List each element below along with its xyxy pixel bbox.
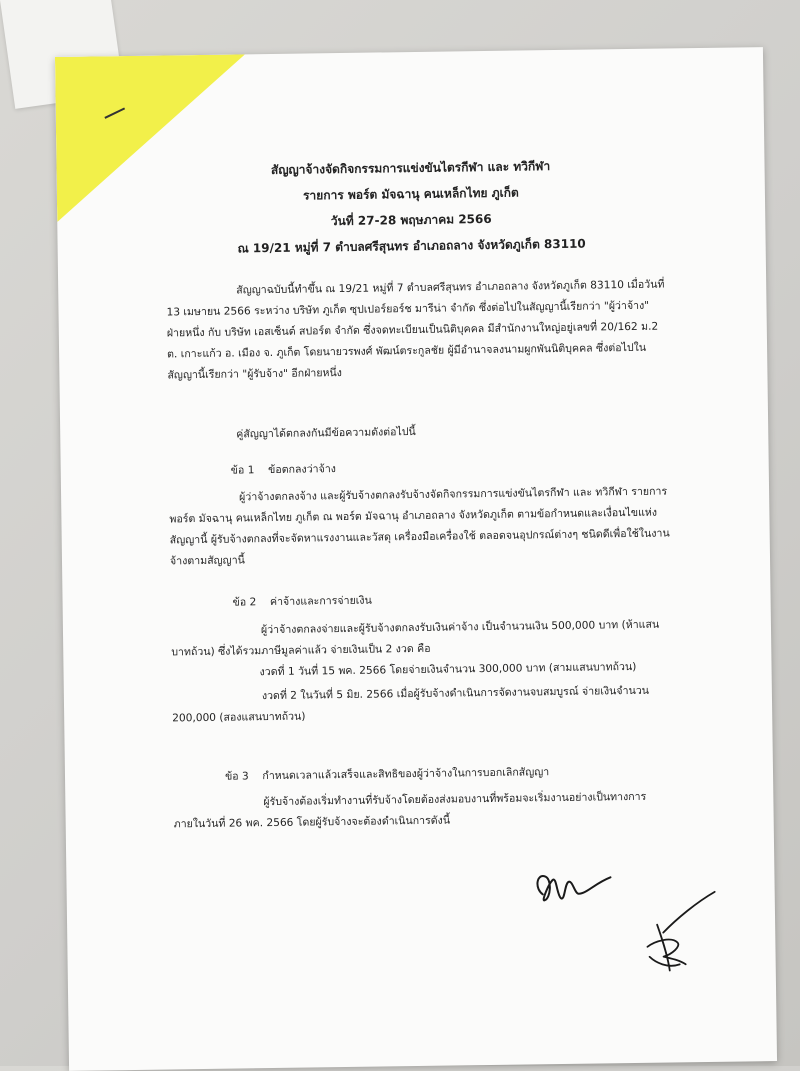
signature-2 <box>627 884 723 980</box>
contract-title: สัญญาจ้างจัดกิจกรรมการแข่งขันไตรกีฬา และ ทวิกีฬา <box>270 159 551 177</box>
clause-2-heading <box>232 591 371 614</box>
event-name: รายการ พอร์ต มัจฉานุ คนเหล็กไทย ภูเก็ต <box>302 185 519 203</box>
clause-number: ข้อ 3 <box>224 770 249 783</box>
clause-title: กำหนดเวลาแล้วเสร็จและสิทธิของผู้ว่าจ้างในการบอกเลิกสัญญา <box>262 766 550 783</box>
clause-3-heading <box>225 762 549 788</box>
clause-number: ข้อ 2 <box>232 596 257 609</box>
clause-title: ข้อตกลงว่าจ้าง <box>268 463 336 477</box>
signature-1 <box>530 853 621 914</box>
event-date: วันที่ 27-28 พฤษภาคม 2566 <box>330 211 492 229</box>
clause-1-text: ผู้ว่าจ้างตกลงจ้าง และผู้รับจ้างตกลงรับจ้างจัดกิจกรรมการแข่งขันไตรกีฬา และ ทวิกีฬา รายการ พอร์ต มัจฉานุ คนเหล็กไทย ภูเก็ต ณ พอร์ต มัจฉานุ อำเภอถลาง จังหวัดภูเก็ต ตามข้อกำหนดและเงื่อนไขแห่งสัญญานี้ ผู้รับจ้างตกลงที่จะจัดหาแรงงานและวัสดุ เครื่องมือเครื่องใช้ ตลอดจนอุปกรณ์ต่างๆ ชนิดดีเพื่อใช้ในงานจ้างตามสัญญานี้ <box>169 485 670 568</box>
clause-3-text: ผู้รับจ้างต้องเริ่มทำงานที่รับจ้างโดยต้องส่งมอบงานที่พร้อมจะเริ่มงานอย่างเป็นทางการภายในวันที่ 26 พค. 2566 โดยผู้รับจ้างจะต้องดำเนินการดังนี้ <box>173 790 647 831</box>
intro-paragraph: สัญญาฉบับนี้ทำขึ้น ณ 19/21 หมู่ที่ 7 ตำบลศรีสุนทร อำเภอถลาง จังหวัดภูเก็ต 83110 เมื่อวันที่ 13 เมษายน 2566 ระหว่าง บริษัท ภูเก็ต ซุปเปอร์ยอร์ช มารีน่า จำกัด ซึ่งต่อไปในสัญญานี้เรียกว่า "ผู้ว่าจ้าง" ฝ่ายหนึ่ง กับ บริษัท เอสเซ็นต์ สปอร์ต จำกัด ซึ่งจดทะเบียนเป็นนิติบุคคล มีสำนักงานใหญ่อยู่เลขที่ 20/162 ม.2 ต. เกาะแก้ว อ. เมือง จ. ภูเก็ต โดยนายวรพงศ์ พัฒน์ตระกูลชัย ผู้มีอำนาจลงนามผูกพันนิติบุคคล ซึ่งต่อไปในสัญญานี้เรียกว่า "ผู้รับจ้าง" อีกฝ่ายหนึ่ง <box>166 278 665 382</box>
installment-1: งวดที่ 1 วันที่ 15 พค. 2566 โดยจ่ายเงินจำนวน 300,000 บาท (สามแสนบาทถ้วน) <box>259 660 637 679</box>
contract-page <box>55 47 777 1071</box>
installment-2: งวดที่ 2 ในวันที่ 5 มิย. 2566 เมื่อผู้รับจ้างดำเนินการจัดงานจบสมบูรณ์ จ่ายเงินจำนวน 200,000 (สองแสนบาทถ้วน) <box>172 684 650 725</box>
clause-number: ข้อ 1 <box>230 464 255 477</box>
clause-title: ค่าจ้างและการจ่ายเงิน <box>269 594 372 609</box>
agreement-statement: คู่สัญญาได้ตกลงกันมีข้อความดังต่อไปนี้ <box>236 425 416 441</box>
clause-2-text: ผู้ว่าจ้างตกลงจ่ายและผู้รับจ้างตกลงรับเงินค่าจ้าง เป็นจำนวนเงิน 500,000 บาท (ห้าแสนบาทถ้วน) ซึ่งได้รวมภาษีมูลค่าแล้ว จ่ายเงินเป็น 2 งวด คือ <box>171 618 660 659</box>
event-location: ณ 19/21 หมู่ที่ 7 ตำบลศรีสุนทร อำเภอถลาง จังหวัดภูเก็ต 83110 <box>237 236 586 256</box>
clause-1-heading <box>231 459 336 481</box>
